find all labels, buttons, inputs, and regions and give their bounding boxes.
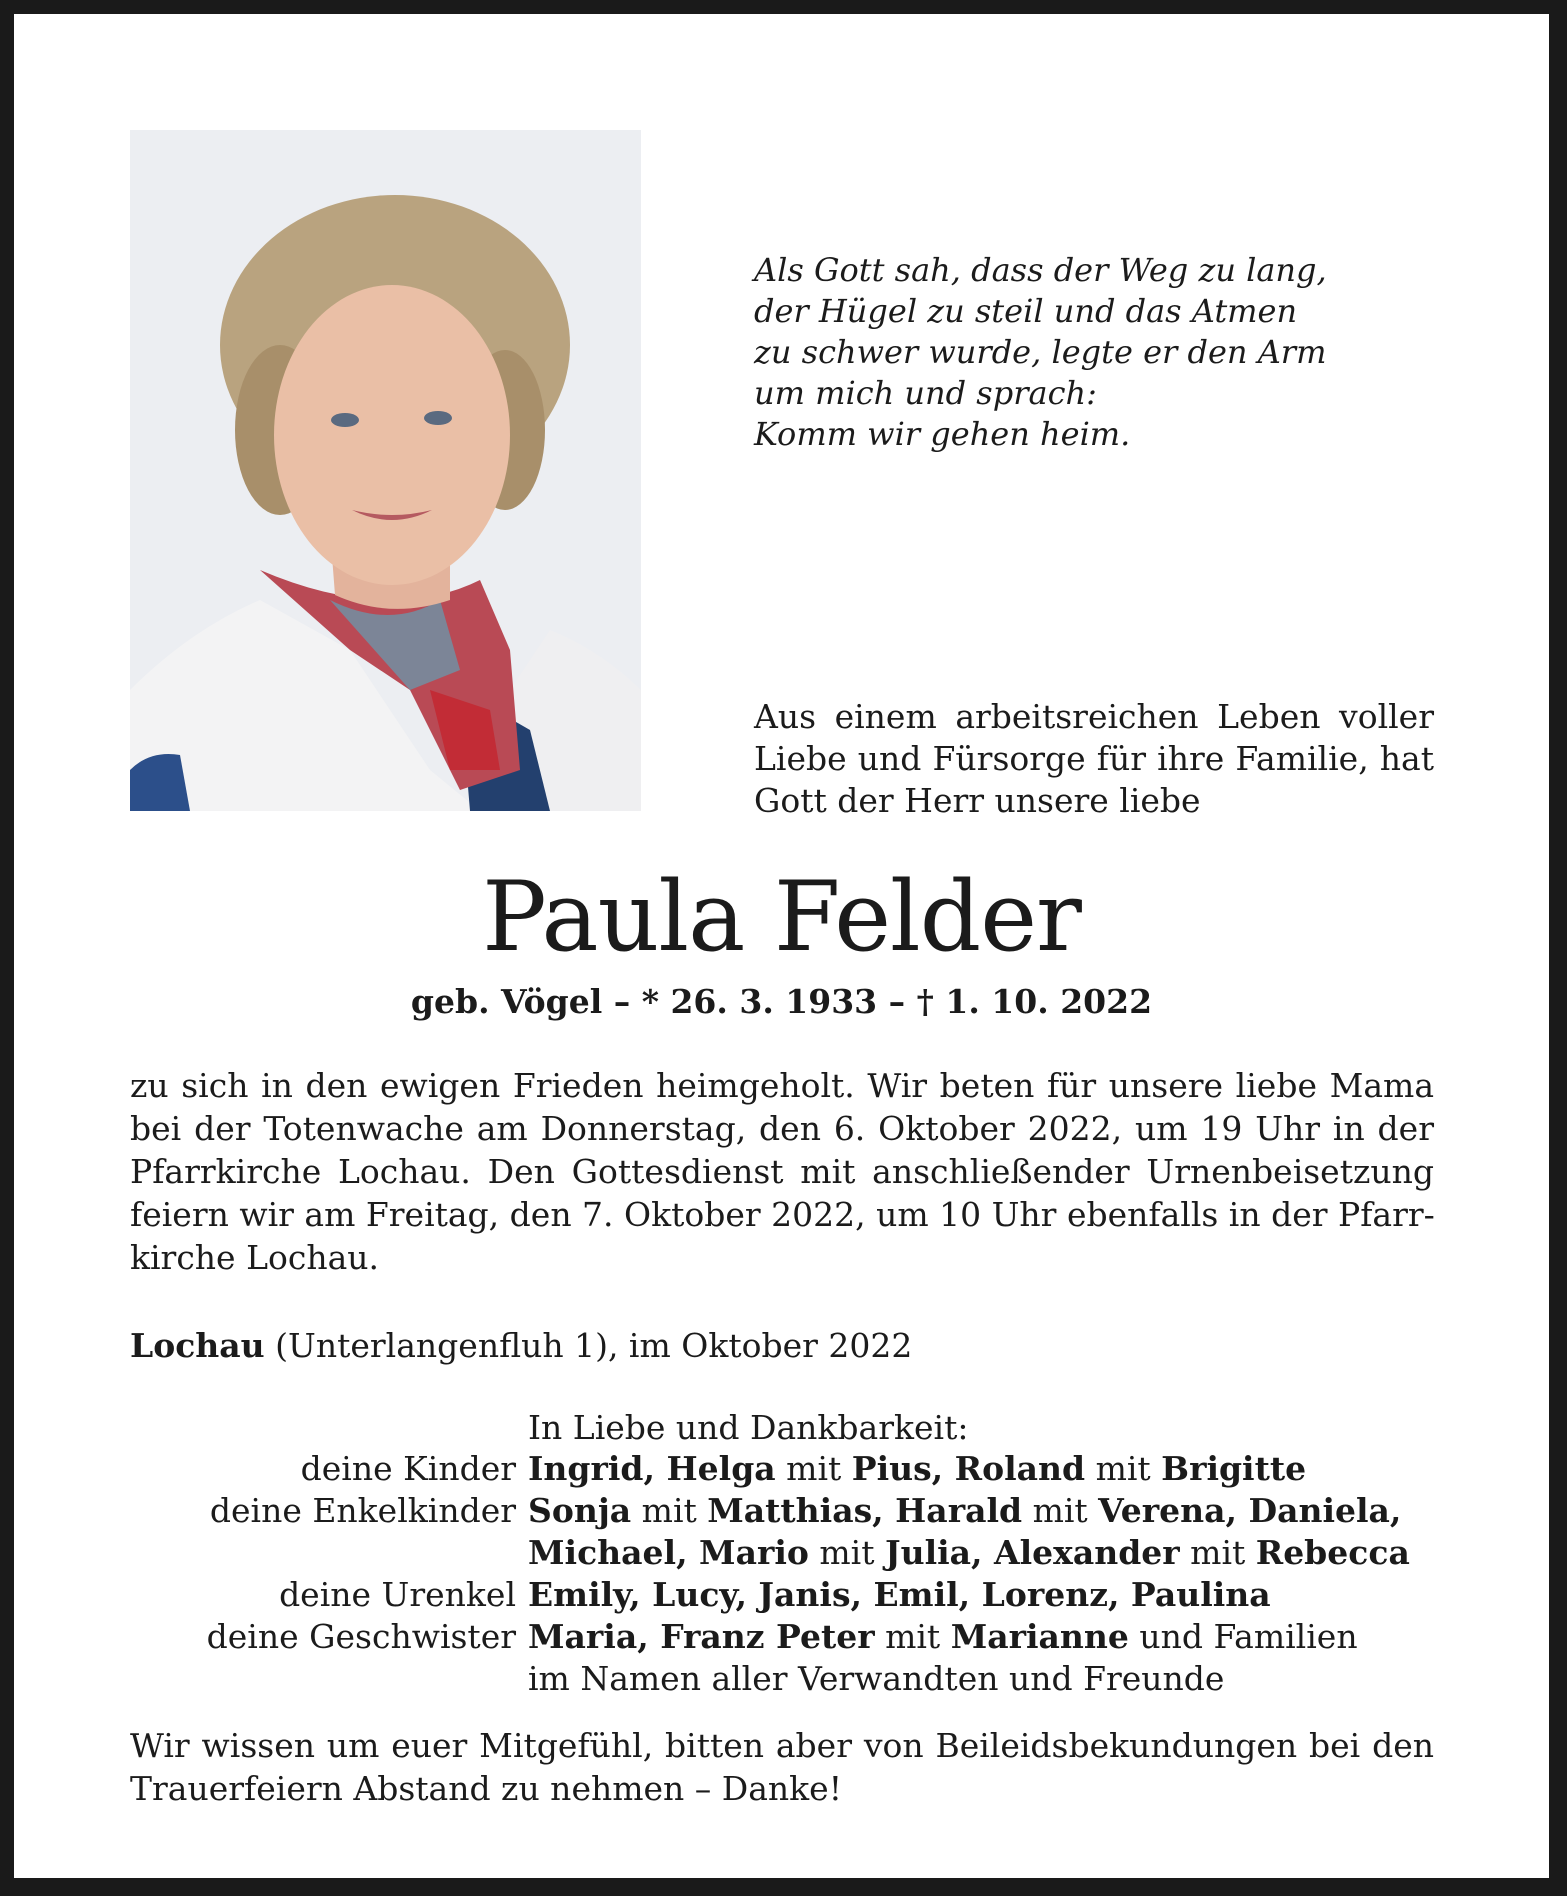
connector-text: im Namen aller Verwandten und Freunde [528,1659,1225,1698]
family-name: Julia, Alexander [884,1533,1180,1572]
poem-line: zu schwer wurde, legte er den Arm [754,333,1327,371]
connector-text: mit [1085,1449,1162,1488]
family-row-label: deine Kinder [300,1449,516,1488]
connector-text: und Familien [1128,1617,1358,1656]
family-row [130,1532,1410,1574]
poem-line: um mich und sprach: [754,374,1097,412]
poem [754,250,1327,455]
announcement-line: zu sich in den ewigen Frieden heimgeholt. Wir beten für unsere liebe Mama [130,1066,1434,1105]
family-row-label: deine Enkelkinder [209,1491,516,1530]
family-row-names [522,1574,1271,1616]
family-name: Rebecca [1255,1533,1410,1572]
family-row [130,1658,1410,1700]
signoff-intro: In Liebe und Dankbarkeit: [528,1408,969,1447]
intro-line: Gott der Herr unsere liebe [754,781,1201,820]
family-name: Matthias, Harald [707,1491,1023,1530]
family-row-names [522,1532,1410,1574]
place-town: Lochau [130,1326,265,1365]
family-row-names [522,1616,1358,1658]
closing-line: Trauerfeiern Abstand zu nehmen – Danke! [130,1769,842,1808]
announcement-text [130,1064,1434,1279]
family-name: Emily, Lucy, Janis, Emil, Lorenz, Paulina [528,1575,1271,1614]
family-row-names [522,1658,1224,1700]
life-dates: geb. Vögel – * 26. 3. 1933 – † 1. 10. 2022 [410,982,1153,1021]
family-name: Sonja [528,1491,632,1530]
family-row-label [130,1658,522,1700]
connector-text: mit [808,1533,885,1572]
connector-text: mit [1022,1491,1099,1530]
connector-text: mit [775,1449,852,1488]
connector-text: mit [631,1491,708,1530]
family-name: Marianne [950,1617,1129,1656]
family-name: Brigitte [1161,1449,1307,1488]
family-list [130,1448,1410,1700]
family-row [130,1490,1410,1532]
family-row-label: deine Urenkel [279,1575,516,1614]
place-date-line [130,1324,912,1367]
intro-text [754,696,1434,822]
poem-line: der Hügel zu steil und das Atmen [754,292,1298,330]
closing-line: Wir wissen um euer Mitgefühl, bitten aber von Beileidsbekundungen bei den [130,1726,1434,1765]
deceased-name: Paula Felder [482,861,1081,973]
family-name: Michael, Mario [528,1533,809,1572]
family-name: Verena, Daniela, [1098,1491,1402,1530]
announcement-line: feiern wir am Freitag, den 7. Oktober 2022, um 10 Uhr ebenfalls in der Pfarr- [130,1195,1435,1234]
announcement-line: kirche Lochau. [130,1238,380,1277]
family-row [130,1448,1410,1490]
closing-text [130,1724,1434,1810]
poem-line: Komm wir gehen heim. [754,415,1131,453]
family-row-names [522,1490,1401,1532]
family-name: Ingrid, Helga [528,1449,776,1488]
family-row [130,1574,1410,1616]
place-rest: (Unterlangenfluh 1), im Oktober 2022 [264,1326,913,1365]
family-row [130,1616,1410,1658]
intro-line: Liebe und Fürsorge für ihre Familie, hat [754,739,1434,778]
poem-line: Als Gott sah, dass der Weg zu lang, [754,251,1327,289]
portrait-photo [130,130,641,811]
obituary-page [14,14,1549,1878]
family-row-names [522,1448,1306,1490]
intro-line: Aus einem arbeitsreichen Leben voller [754,697,1434,736]
family-row-label: deine Geschwister [206,1617,516,1656]
family-name: Maria, Franz Peter [528,1617,875,1656]
connector-text: mit [1179,1533,1256,1572]
family-row-label [130,1532,522,1574]
connector-text: mit [874,1617,951,1656]
family-name: Pius, Roland [851,1449,1086,1488]
announcement-line: Pfarrkirche Lochau. Den Gottesdienst mit anschließender Urnenbeisetzung [130,1152,1434,1191]
announcement-line: bei der Totenwache am Donnerstag, den 6. Oktober 2022, um 19 Uhr in der [130,1109,1434,1148]
